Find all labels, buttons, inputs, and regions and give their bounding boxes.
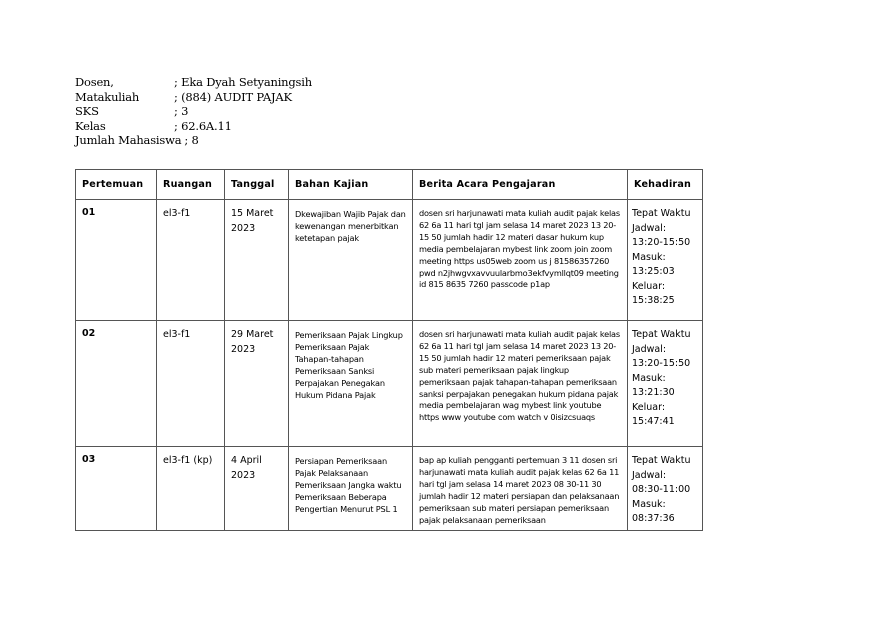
info-row-matakuliah [75, 90, 312, 105]
status-text: Tepat Waktu [632, 329, 691, 340]
masuk-label: Masuk: [632, 372, 666, 384]
pertemuan-cell: 02 [76, 321, 157, 447]
tanggal-cell: 4 April 2023 [225, 447, 289, 531]
pertemuan-cell: 03 [76, 447, 157, 531]
column-header-berita-acara: Berita Acara Pengajaran [413, 170, 628, 200]
info-row-kelas [75, 119, 312, 134]
bahan-kajian-cell: Dkewajiban Wajib Pajak dan kewenangan menerbitkan ketetapan pajak [289, 200, 413, 321]
keluar-label: Keluar: [632, 401, 666, 413]
column-header-kehadiran: Kehadiran [628, 170, 703, 200]
column-header-pertemuan: Pertemuan [76, 170, 157, 200]
info-value: ; Eka Dyah Setyaningsih [174, 75, 312, 89]
masuk-value: 13:21:30 [632, 387, 675, 398]
table-header-row [76, 170, 703, 200]
tanggal-cell: 29 Maret 2023 [225, 321, 289, 447]
info-row-dosen [75, 75, 312, 90]
column-header-tanggal: Tanggal [225, 170, 289, 200]
info-value: ; (884) AUDIT PAJAK [174, 89, 292, 104]
jadwal-label: Jadwal: [632, 222, 667, 234]
info-label: Jumlah Mahasiswa [75, 133, 182, 148]
info-value: ; 8 [184, 133, 199, 148]
table-row [76, 200, 703, 321]
jadwal-label: Jadwal: [632, 343, 667, 355]
berita-acara-cell: bap ap kuliah pengganti pertemuan 3 11 dosen sri harjunawati mata kuliah audit pajak kelas 62 6a 11 hari tgl jam selasa 14 maret 2023 08 30-11 30 jumlah hadir 12 materi persiapan dan pelaksanaan pemeriksaan sub materi persiapan pemeriksaan pajak pelaksanaan pemeriksaan [413, 447, 628, 531]
jadwal-label: Jadwal: [632, 469, 667, 481]
ruangan-cell: el3-f1 (kp) [157, 447, 225, 531]
berita-acara-cell: dosen sri harjunawati mata kuliah audit pajak kelas 62 6a 11 hari tgl jam selasa 14 maret 2023 13 20-15 50 jumlah hadir 12 materi pemeriksaan pajak sub materi pemeriksaan pajak lingkup pemeriksaan pajak tahapan-tahapan pemeriksaan sanksi perpajakan penegakan hukum pidana pajak media pembelajaran wag mybest link youtube https www youtube com watch v 0isizcsuaqs [413, 321, 628, 447]
bahan-kajian-cell: Pemeriksaan Pajak Lingkup Pemeriksaan Pajak Tahapan-tahapan Pemeriksaan Sanksi Perpajakan Penegakan Hukum Pidana Pajak [289, 321, 413, 447]
info-row-jumlah-mahasiswa [75, 133, 312, 148]
info-row-sks [75, 104, 312, 119]
masuk-value: 13:25:03 [632, 266, 675, 277]
tanggal-cell: 15 Maret 2023 [225, 200, 289, 321]
info-value: ; 3 [174, 104, 189, 119]
keluar-value: 15:38:25 [632, 295, 675, 306]
info-label: Kelas [75, 118, 106, 133]
info-value: ; 62.6A.11 [174, 118, 232, 133]
ruangan-cell: el3-f1 [157, 200, 225, 321]
masuk-label: Masuk: [632, 498, 666, 510]
keluar-label: Keluar: [632, 280, 666, 292]
status-text: Tepat Waktu [632, 208, 691, 219]
berita-acara-cell: dosen sri harjunawati mata kuliah audit pajak kelas 62 6a 11 hari tgl jam selasa 14 maret 2023 13 20-15 50 jumlah hadir 12 materi dasar hukum kup media pembelajaran mybest link zoom join zoom meeting https us05web zoom us j 81586357260 pwd n2jhwgvxavvuularbmo3ekfvymllqt09 meeting id 815 8635 7260 passcode p1ap [413, 200, 628, 321]
info-label: Matakuliah [75, 89, 140, 104]
attendance-table [75, 169, 703, 531]
column-header-bahan-kajian: Bahan Kajian [289, 170, 413, 200]
pertemuan-cell: 01 [76, 200, 157, 321]
info-label: SKS [75, 104, 99, 119]
jadwal-value: 08:30-11:00 [632, 484, 691, 495]
info-label: Dosen, [75, 75, 114, 89]
masuk-label: Masuk: [632, 251, 666, 263]
course-info [75, 75, 312, 148]
bahan-kajian-cell: Persiapan Pemeriksaan Pajak Pelaksanaan Pemeriksaan Jangka waktu Pemeriksaan Beberapa Pengertian Menurut PSL 1 [289, 447, 413, 531]
table-row [76, 447, 703, 531]
jadwal-value: 13:20-15:50 [632, 358, 691, 369]
kehadiran-cell [628, 321, 703, 447]
ruangan-cell: el3-f1 [157, 321, 225, 447]
jadwal-value: 13:20-15:50 [632, 237, 691, 248]
keluar-value: 15:47:41 [632, 416, 675, 427]
table-row [76, 321, 703, 447]
status-text: Tepat Waktu [632, 455, 691, 466]
column-header-ruangan: Ruangan [157, 170, 225, 200]
kehadiran-cell [628, 447, 703, 531]
masuk-value: 08:37:36 [632, 513, 675, 524]
kehadiran-cell [628, 200, 703, 321]
